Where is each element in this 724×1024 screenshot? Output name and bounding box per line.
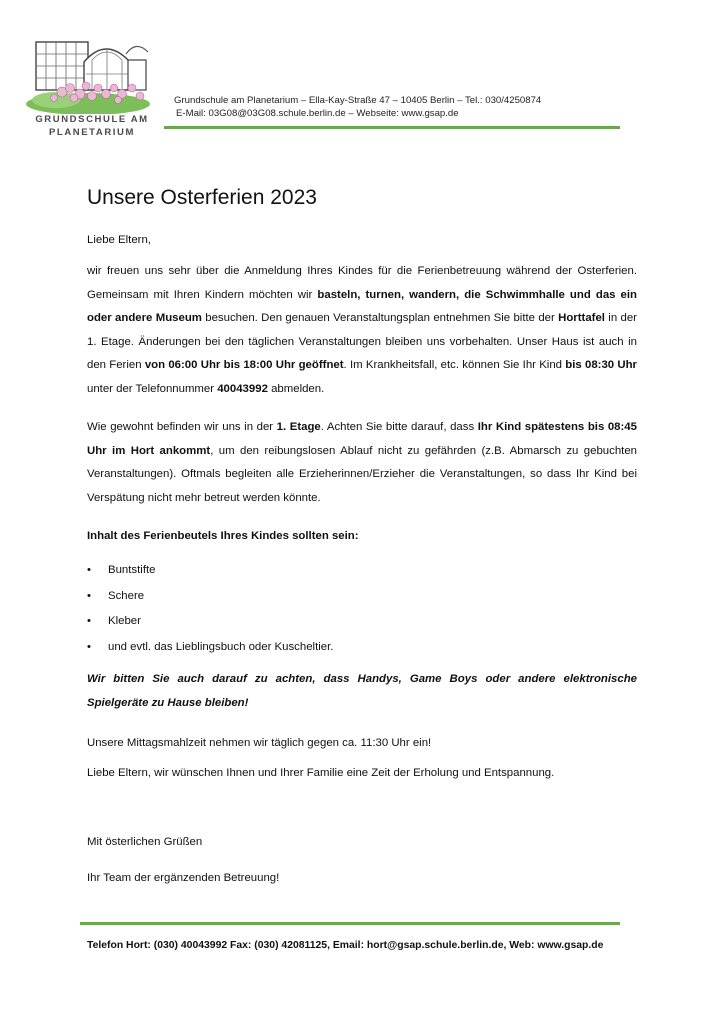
location-text-2: . Achten Sie bitte darauf, dass [320,421,478,433]
footer-contact: Telefon Hort: (030) 40043992 Fax: (030) 42081125, Email: hort@gsap.schule.berlin.de, Web: www.gsap.de [87,940,604,951]
page-title: Unsere Osterferien 2023 [87,186,317,209]
location-floor: 1. Etage [276,421,321,433]
intro-paragraph [87,260,637,402]
intro-text-4: . Im Krankheitsfall, etc. können Sie Ihr Kind [343,359,566,372]
location-paragraph [87,416,637,510]
school-logo [26,30,158,142]
header-contact: E-Mail: 03G08@03G08.schule.berlin.de – Webseite: www.gsap.de [176,108,459,119]
school-building-illustration [26,30,158,114]
intro-text-5: unter der Telefonnummer [87,382,218,395]
logo-text-line2: PLANETARIUM [48,127,136,138]
location-text-3: , um den reibungslosen Ablauf nicht zu gefährden (z.B. Abmarsch zu gebuchten Veranstaltungen). Oftmals begleiten alle Erzieherinnen/Erzieher die Veranstaltungen, so dass Ihr Kind bei Verspätung nicht mehr betreut werden könnte. [87,444,638,504]
intro-activities: basteln, turnen, wandern, die Schwimmhalle und das ein oder andere Museum [87,288,637,325]
bag-heading: Inhalt des Ferienbeutels Ihres Kindes sollten sein: [87,530,359,542]
intro-opening-hours: von 06:00 Uhr bis 18:00 Uhr geöffnet [144,359,344,372]
intro-deadline: bis 08:30 Uhr [565,359,637,372]
salutation: Liebe Eltern, [87,234,151,246]
closing: Mit österlichen Grüßen [87,836,203,848]
bag-items-list [87,558,333,660]
header-divider [164,126,620,129]
header-address: Grundschule am Planetarium – Ella-Kay-Straße 47 – 10405 Berlin – Tel.: 030/4250874 [174,95,542,106]
signature: Ihr Team der ergänzenden Betreuung! [87,872,280,884]
list-item: • Schere [87,584,333,610]
intro-phone: 40043992 [217,382,268,395]
list-item: • Kleber [87,609,333,635]
intro-text-6: abmelden. [267,382,325,395]
list-item: • und evtl. das Lieblingsbuch oder Kuscheltier. [87,635,333,661]
footer-divider [80,922,620,925]
intro-text-1: wir freuen uns sehr über die Anmeldung Ihres Kindes für die Ferienbetreuung während der Osterferien. Gemeinsam mit Ihren Kindern möchten wir [87,265,637,301]
list-item: • Buntstifte [87,558,333,584]
lunch-info: Unsere Mittagsmahlzeit nehmen wir täglich gegen ca. 11:30 Uhr ein! [87,737,432,749]
intro-text-3: in der 1. Etage. Änderungen bei den täglichen Veranstaltungen bleiben uns vorbehalten. Unser Haus ist auch in den Ferien [87,312,637,372]
intro-horttafel: Horttafel [558,312,605,325]
wishes: Liebe Eltern, wir wünschen Ihnen und Ihrer Familie eine Zeit der Erholung und Entspannung. [87,767,555,779]
location-arrival-time: Ihr Kind spätestens bis 08:45 Uhr im Hort ankommt [87,421,637,457]
electronics-notice: Wir bitten Sie auch darauf zu achten, dass Handys, Game Boys oder andere elektronische Spielgeräte zu Hause bleiben! [87,673,637,709]
location-text-1: Wie gewohnt befinden wir uns in der [87,421,277,433]
logo-text-line1: GRUNDSCHULE AM [35,114,149,125]
intro-text-2: besuchen. Den genauen Veranstaltungsplan entnehmen Sie bitte der [201,312,559,325]
